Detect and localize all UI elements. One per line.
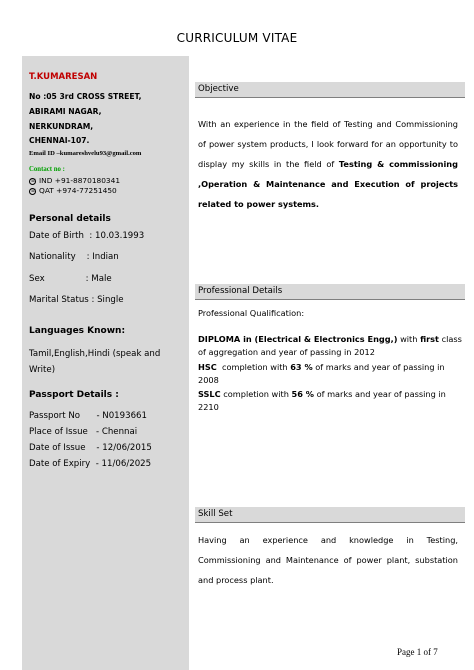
objective-text-plain: With an experience in the field of Testing and Commissioning of power system products, I look forward for an opportunity to display my skills in the field of xyxy=(198,119,458,169)
address-line-1: No :05 3rd CROSS STREET, xyxy=(29,92,142,101)
hsc-title: HSC xyxy=(198,362,217,372)
diploma-with: with xyxy=(397,334,421,344)
hsc-entry xyxy=(198,361,463,386)
passport-heading: Passport Details : xyxy=(29,390,119,400)
page-number: Page 1 of 7 xyxy=(397,647,438,657)
sslc-percent: 56 % xyxy=(291,389,314,399)
phone-qatar xyxy=(29,186,117,195)
sslc-with: completion with xyxy=(220,389,292,399)
nationality-line: Nationality : Indian xyxy=(29,252,119,262)
candidate-name: T.KUMARESAN xyxy=(29,72,98,82)
sslc-rest: of marks and year of passing in 2210 xyxy=(198,389,446,412)
passport-no-line: Passport No - N0193661 xyxy=(29,411,147,421)
skillset-header xyxy=(195,507,465,523)
qualification-label: Professional Qualification: xyxy=(198,308,305,318)
place-issue-line: Place of Issue - Chennai xyxy=(29,427,138,437)
dob-line: Date of Birth : 10.03.1993 xyxy=(29,231,145,241)
skillset-text: Having an experience and knowledge in Testing, Commissioning and Maintenance of power plant, substation and process plant. xyxy=(198,535,458,585)
hsc-with: completion with xyxy=(216,362,291,372)
address-line-2: ABIRAMI NAGAR, xyxy=(29,107,102,116)
phone-india xyxy=(29,176,120,185)
hsc-rest: of marks and year of passing in 2008 xyxy=(198,362,445,385)
objective-header xyxy=(195,82,465,98)
phone-india-text: IND +91-8870180341 xyxy=(39,176,121,185)
diploma-title: DIPLOMA in (Electrical & Electronics Engg,) xyxy=(198,334,398,344)
contact-label: Contact no : xyxy=(29,166,65,173)
date-expiry-line: Date of Expiry - 11/06/2025 xyxy=(29,459,152,469)
objective-text-bold: Testing & commissioning ,Operation & Maintenance and Execution of projects related to power systems. xyxy=(198,159,458,209)
languages-heading: Languages Known: xyxy=(29,326,126,336)
skillset-heading: Skill Set xyxy=(198,509,233,519)
document-title: CURRICULUM VITAE xyxy=(176,31,298,45)
personal-details-heading: Personal details xyxy=(29,214,111,224)
sslc-entry xyxy=(198,388,463,413)
address-line-3: NERKUNDRAM, xyxy=(29,122,94,131)
phone-icon: ☏ xyxy=(30,187,37,194)
diploma-entry xyxy=(198,333,463,358)
phone-qatar-text: QAT +974-77251450 xyxy=(39,186,117,195)
languages-value: Tamil,English,Hindi (speak and Write) xyxy=(29,349,161,375)
professional-heading: Professional Details xyxy=(198,286,283,296)
professional-header xyxy=(195,284,465,300)
address-line-4: CHENNAI-107. xyxy=(29,136,90,145)
objective-text xyxy=(198,114,458,214)
sslc-title: SSLC xyxy=(198,389,221,399)
hsc-percent: 63 % xyxy=(290,362,313,372)
diploma-first: first xyxy=(420,334,439,344)
objective-heading: Objective xyxy=(198,84,239,94)
sex-line: Sex : Male xyxy=(29,274,112,284)
marital-line: Marital Status : Single xyxy=(29,295,124,305)
email-text: Email ID –kumareshvelu93@gmail.com xyxy=(29,150,142,157)
phone-icon: ☏ xyxy=(30,177,37,184)
diploma-rest: class of aggregation and year of passing in 2012 xyxy=(198,334,462,357)
date-issue-line: Date of Issue - 12/06/2015 xyxy=(29,443,152,453)
